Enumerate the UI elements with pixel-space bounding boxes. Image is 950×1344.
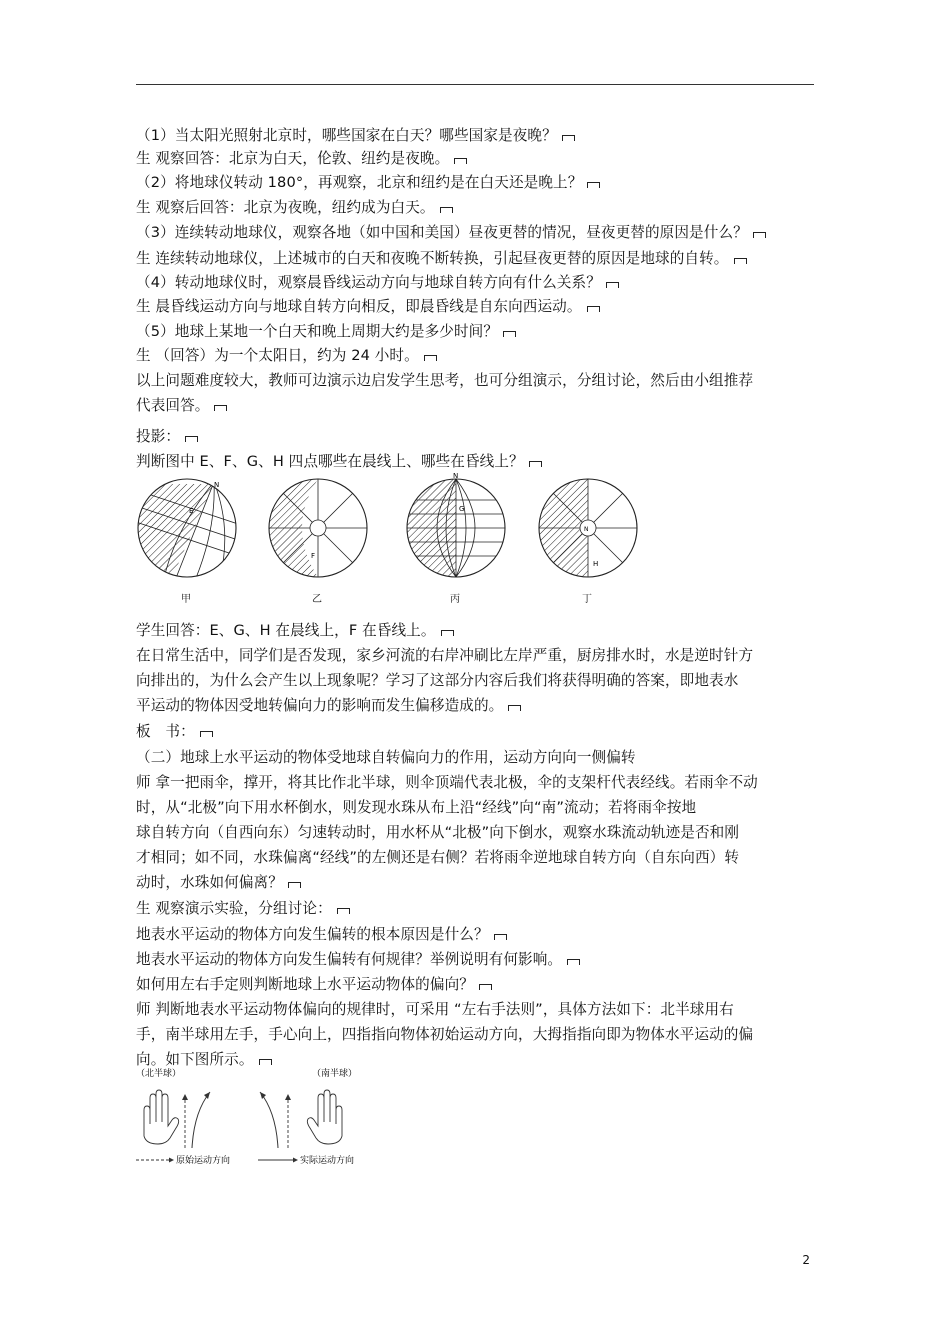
text-line-content: 代表回答。 [136, 397, 210, 414]
text-line-content: 动时，水珠如何偏离？ [136, 874, 283, 891]
text-line [136, 872, 816, 894]
text-line-content: 在日常生活中，同学们是否发现，家乡河流的右岸冲刷比左岸严重，厨房排水时，水是逆时针方 [136, 647, 754, 664]
text-line-content: 向。如下图所示。 [136, 1051, 254, 1068]
text-line [136, 197, 816, 219]
label-g: G [459, 505, 465, 513]
label-f: F [311, 552, 316, 560]
text-line-content: 投影： [136, 428, 181, 445]
text-line-content: 手，南半球用左手，手心向上，四指指向物体初始运动方向，大拇指指向即为物体水平运动的偏 [136, 1026, 754, 1043]
paragraph-mark-icon [200, 731, 213, 737]
text-line [136, 395, 816, 417]
text-line [136, 772, 816, 794]
text-line-content: 师 拿一把雨伞，撑开，将其比作北半球，则伞顶端代表北极，伞的支架杆代表经线。若雨伞不动 [136, 774, 758, 791]
text-line [136, 248, 816, 270]
text-line-content: 学生回答：E、G、H 在晨线上，F 在昏线上。 [136, 622, 436, 639]
text-line-content: （5）地球上某地一个白天和晚上周期大约是多少时间？ [136, 323, 499, 340]
paragraph-mark-icon [214, 405, 227, 411]
north-hemisphere-label: （北半球） [136, 1069, 182, 1079]
paragraph-mark-icon [587, 306, 600, 312]
text-line [136, 949, 816, 971]
hand-rule-svg [136, 1064, 386, 1174]
paragraph-mark-icon [454, 158, 467, 164]
legend-dashed: 原始运动方向 [176, 1156, 231, 1166]
text-line-content: 向排出的，为什么会产生以上现象呢？学习了这部分内容后我们将获得明确的答案，即地表水 [136, 672, 739, 689]
text-line [136, 296, 816, 318]
paragraph-mark-icon [479, 984, 492, 990]
paragraph-mark-icon [606, 282, 619, 288]
paragraph-mark-icon [587, 182, 600, 188]
text-line [136, 345, 816, 367]
text-line [136, 172, 816, 194]
text-line-content: 时，从“北极”向下用水杯倒水，则发现水珠从布上沿“经线”向“南”流动；若将雨伞按地 [136, 799, 697, 816]
paragraph-mark-icon [567, 959, 580, 965]
text-line-content: （二）地球上水平运动的物体受地球自转偏向力的作用，运动方向向一侧偏转 [136, 749, 636, 766]
paragraph-mark-icon [562, 135, 575, 141]
figure-hand-rule [136, 1064, 386, 1174]
paragraph-mark-icon [529, 461, 542, 467]
text-line [136, 370, 816, 392]
text-line [136, 222, 816, 244]
text-line-content: 生 （回答）为一个太阳日，约为 24 小时。 [136, 347, 419, 364]
text-line-content: 以上问题难度较大，教师可边演示边启发学生思考，也可分组演示，分组讨论，然后由小组推荐 [136, 372, 754, 389]
legend-solid: 实际运动方向 [300, 1156, 355, 1166]
caption-ding: 丁 [582, 594, 592, 605]
paragraph-mark-icon [424, 355, 437, 361]
text-line-content: 生 观察回答：北京为白天，伦敦、纽约是夜晚。 [136, 150, 450, 167]
globe-ding [539, 479, 637, 577]
label-n-bing: N [453, 472, 459, 480]
paragraph-mark-icon [440, 207, 453, 213]
text-line-content: （4）转动地球仪时，观察晨昏线运动方向与地球自转方向有什么关系？ [136, 274, 601, 291]
globe-yi [269, 479, 367, 577]
text-line-content: 球自转方向（自西向东）匀速转动时，用水杯从“北极”向下倒水，观察水珠流动轨迹是否和刚 [136, 824, 740, 841]
text-line [136, 822, 816, 844]
text-line-content: 判断图中 E、F、G、H 四点哪些在晨线上、哪些在昏线上？ [136, 453, 524, 470]
label-n-jia: N [214, 481, 220, 489]
text-line-content: 平运动的物体因受地转偏向力的影响而发生偏移造成的。 [136, 697, 504, 714]
paragraph-mark-icon [503, 331, 516, 337]
paragraph-mark-icon [494, 934, 507, 940]
caption-jia: 甲 [181, 594, 191, 605]
text-line [136, 1024, 816, 1046]
right-hand-icon [144, 1090, 179, 1144]
text-line [136, 451, 816, 473]
paragraph-mark-icon [441, 630, 454, 636]
globe-bing [407, 472, 505, 577]
text-line-content: 才相同；如不同，水珠偏离“经线”的左侧还是右侧？若将雨伞逆地球自转方向（自东向西）转 [136, 849, 740, 866]
text-line-content: 地表水平运动的物体方向发生偏转的根本原因是什么？ [136, 926, 489, 943]
paragraph-mark-icon [508, 705, 521, 711]
left-hand-icon [307, 1090, 342, 1144]
text-line-content: （1）当太阳光照射北京时，哪些国家在白天？哪些国家是夜晚？ [136, 127, 557, 144]
text-line [136, 999, 816, 1021]
text-line [136, 125, 816, 147]
text-line-content: 师 判断地表水平运动物体偏向的规律时，可采用 “左右手法则”，具体方法如下：北半球用右 [136, 1001, 734, 1018]
label-n-ding: N [584, 526, 589, 533]
text-line [136, 797, 816, 819]
south-hemisphere-label: （南半球） [312, 1069, 358, 1079]
caption-yi: 乙 [312, 594, 322, 605]
globes-svg [136, 472, 656, 608]
paragraph-mark-icon [288, 882, 301, 888]
text-line [136, 747, 816, 769]
label-e: E [189, 507, 194, 515]
globe-jia [136, 479, 238, 578]
text-line-content: 生 连续转动地球仪，上述城市的白天和夜晚不断转换，引起昼夜更替的原因是地球的自转。 [136, 250, 729, 267]
paragraph-mark-icon [185, 436, 198, 442]
paragraph-mark-icon [337, 908, 350, 914]
text-line-content: 生 观察后回答：北京为夜晚，纽约成为白天。 [136, 199, 435, 216]
text-line-content: 板 书： [136, 723, 195, 740]
text-line [136, 620, 816, 642]
text-line [136, 321, 816, 343]
paragraph-mark-icon [753, 232, 766, 238]
text-line-content: 生 晨昏线运动方向与地球自转方向相反，即晨昏线是自东向西运动。 [136, 298, 582, 315]
caption-bing: 丙 [450, 594, 460, 605]
text-line-content: （3）连续转动地球仪，观察各地（如中国和美国）昼夜更替的情况，昼夜更替的原因是什么？ [136, 224, 748, 241]
text-line [136, 974, 816, 996]
text-line-content: 如何用左右手定则判断地球上水平运动物体的偏向？ [136, 976, 474, 993]
text-line [136, 695, 816, 717]
text-line-content: 生 观察演示实验，分组讨论： [136, 900, 332, 917]
page-number: 2 [802, 1253, 810, 1267]
header-rule [136, 84, 814, 85]
text-line [136, 721, 816, 743]
text-line [136, 670, 816, 692]
text-line [136, 645, 816, 667]
text-line [136, 847, 816, 869]
text-line-content: 地表水平运动的物体方向发生偏转有何规律？举例说明有何影响。 [136, 951, 563, 968]
text-line [136, 898, 816, 920]
text-line [136, 426, 816, 448]
text-line [136, 924, 816, 946]
label-h: H [593, 560, 599, 568]
figure-globes [136, 472, 656, 608]
paragraph-mark-icon [734, 258, 747, 264]
text-line [136, 272, 816, 294]
text-line [136, 148, 816, 170]
text-line-content: （2）将地球仪转动 180°，再观察，北京和纽约是在白天还是晚上？ [136, 174, 583, 191]
